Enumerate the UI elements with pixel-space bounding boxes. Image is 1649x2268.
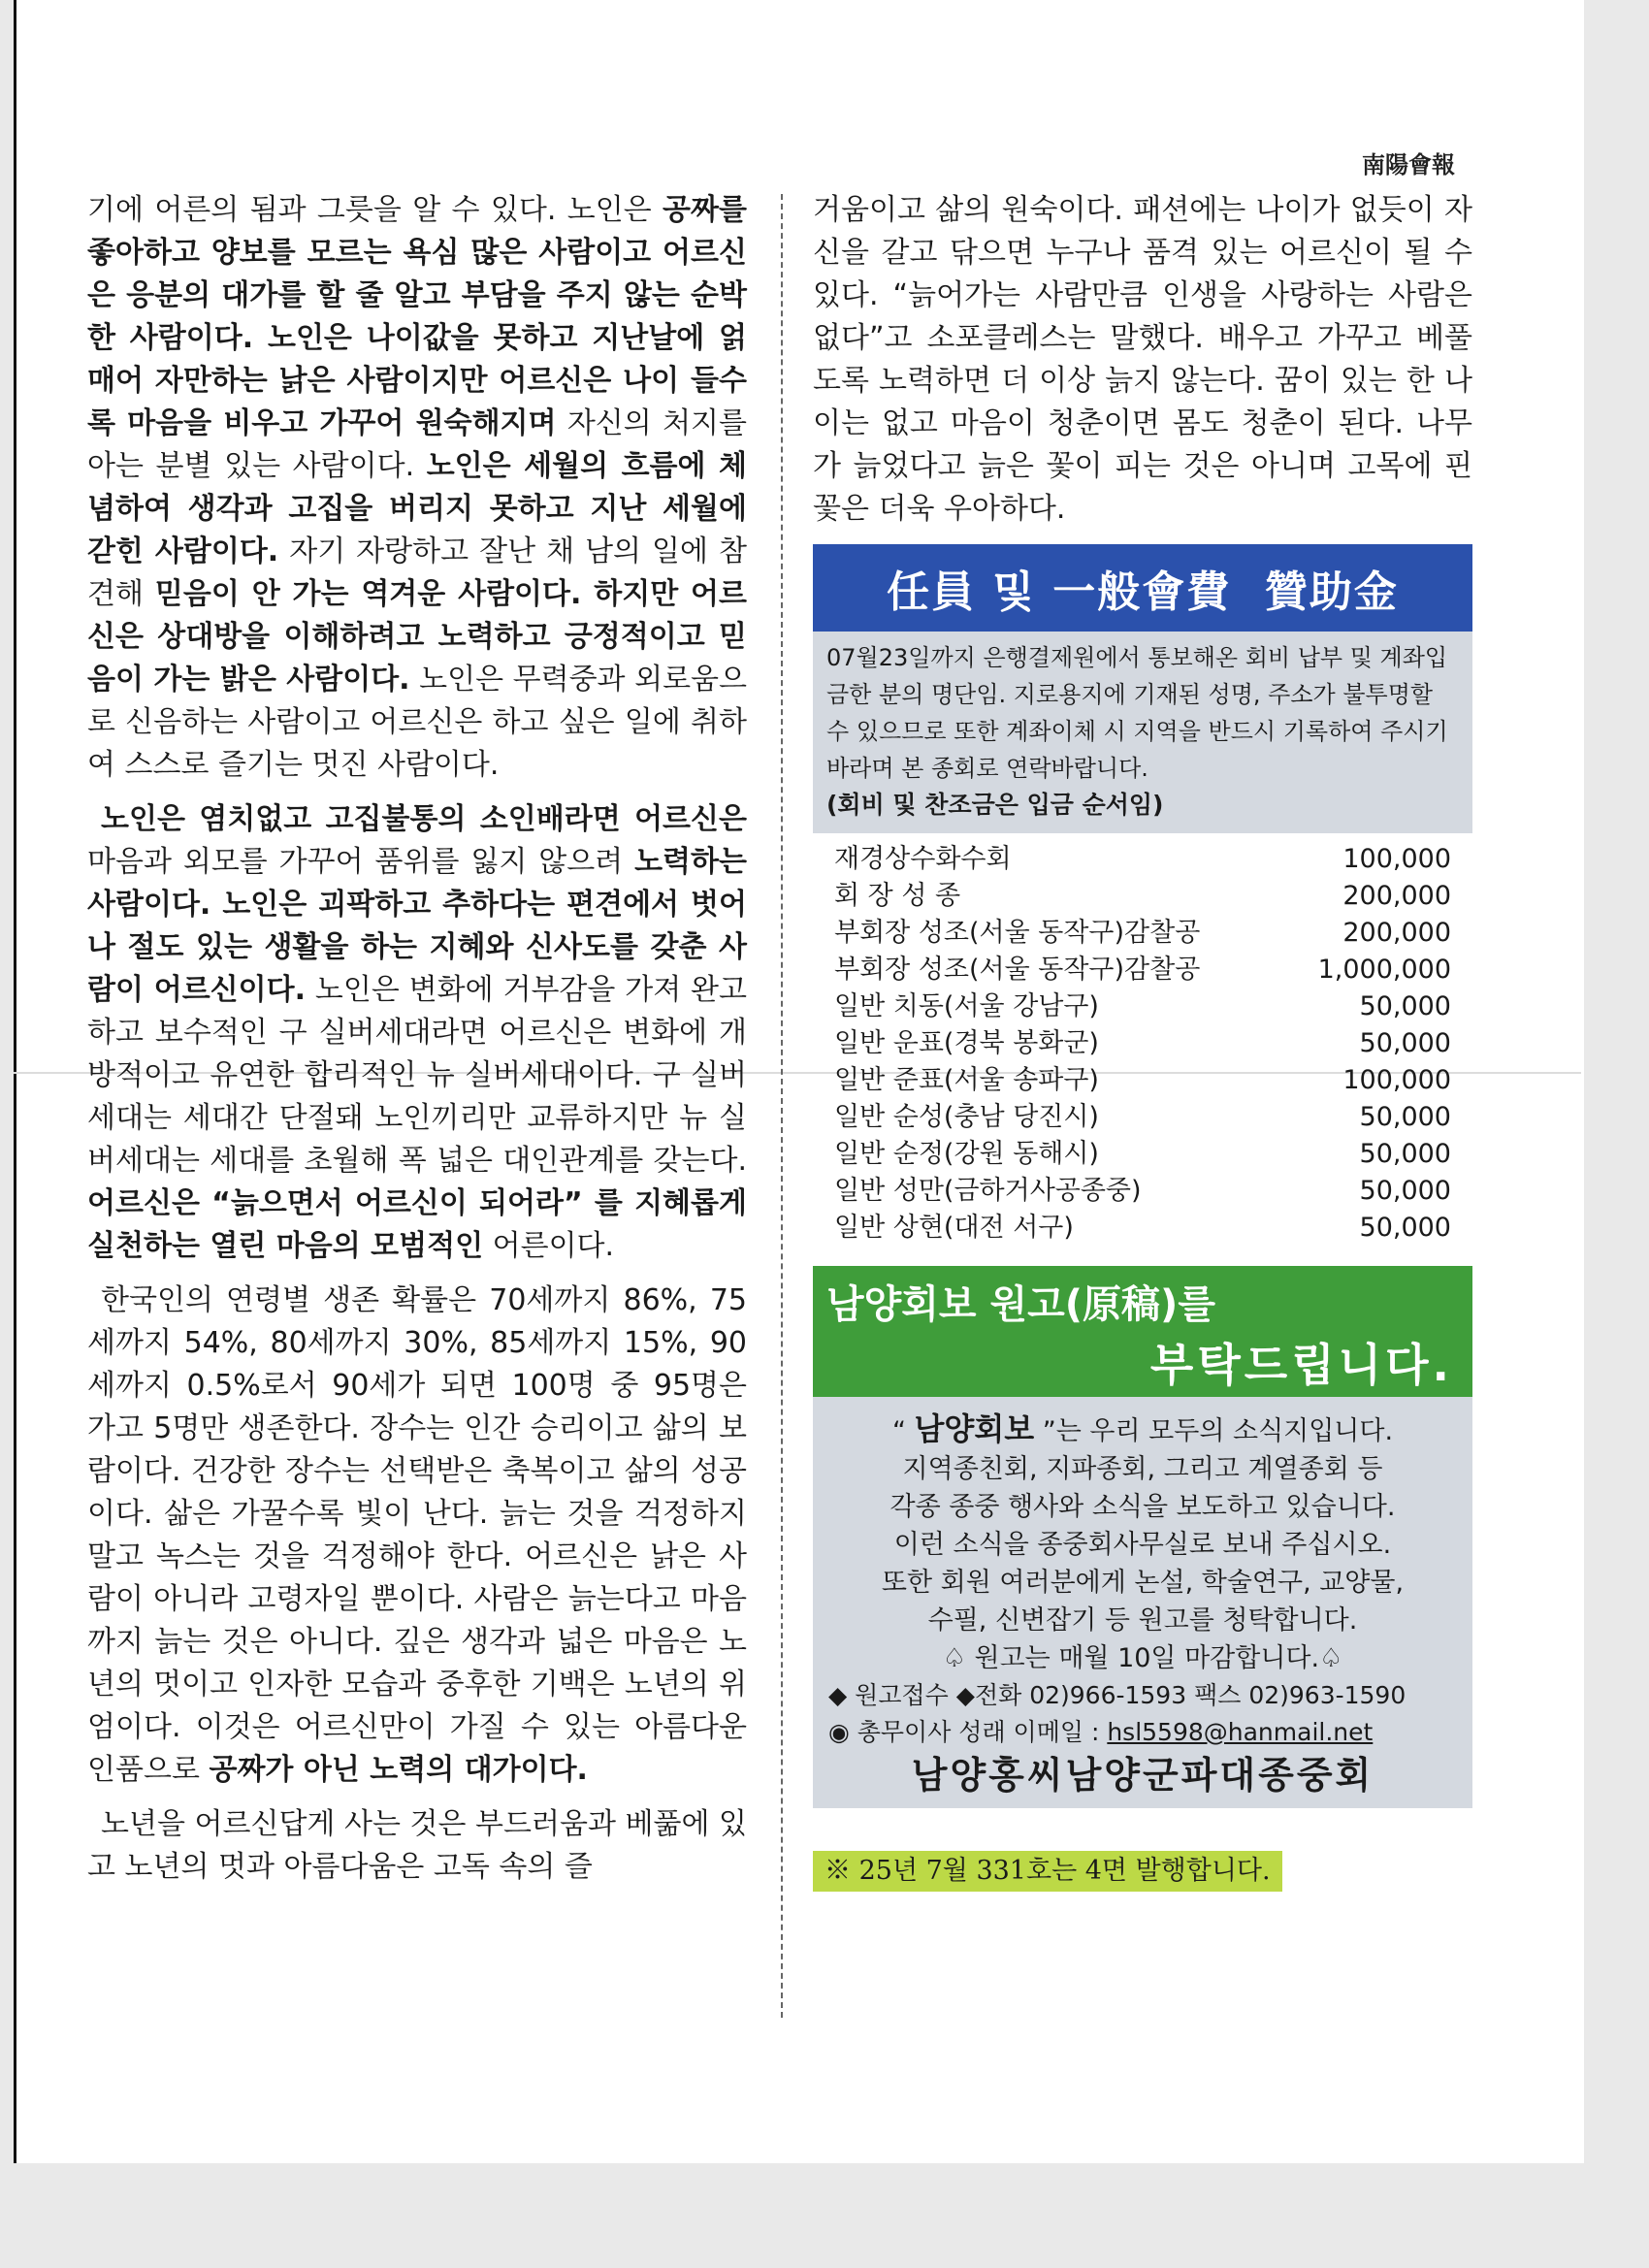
donor-name: 일반 치동(서울 강남구) bbox=[834, 991, 1099, 1021]
donor-name: 일반 준표(서울 송파구) bbox=[834, 1065, 1099, 1095]
donor-row bbox=[834, 1136, 1451, 1173]
emphasis-text: 어르신은 “늙으면서 어르신이 되어라” 를 지혜롭게 실천하는 열린 마음의 모범적인 bbox=[87, 1186, 747, 1263]
emphasis-text: 노인은 세월의 흐름에 체념하여 생각과 고집을 버리지 못하고 지난 세월에 갇힌 사람이다. bbox=[87, 449, 747, 568]
manuscript-line: 지역종친회, 지파종회, 그리고 계열종회 등 bbox=[902, 1454, 1383, 1484]
manuscript-header-line2: 부탁드립니다. bbox=[1149, 1339, 1453, 1391]
article-paragraph bbox=[87, 1280, 747, 1792]
article-left-column bbox=[87, 189, 747, 1900]
masthead: 南陽會報 bbox=[1362, 150, 1455, 178]
donor-amount: 1,000,000 bbox=[1317, 955, 1451, 985]
donor-row bbox=[834, 1062, 1451, 1099]
donor-name: 재경상수화수회 bbox=[834, 844, 1012, 874]
emphasis-text: 공짜가 아닌 노력의 대가이다. bbox=[209, 1753, 588, 1787]
emphasis-text: 노인은 염치없고 고집불통의 소인배라면 어르신은 bbox=[101, 802, 747, 836]
body-text: 기에 어른의 됨과 그릇을 알 수 있다. 노인은 bbox=[87, 193, 663, 227]
emphasis-text: 공짜를 좋아하고 양보를 모르는 욕심 많은 사람이고 어르신은 응분의 대가를 할 줄 알고 부담을 주지 않는 순박한 사람이다. 노인은 나이값을 못하고 지난날에 얽매어 자만하는 낡은 사람이지만 어르신은 나이 들수록 마음을 비우고 가꾸어 원숙해지며 bbox=[87, 193, 747, 440]
donor-row bbox=[834, 1099, 1451, 1136]
right-column bbox=[813, 189, 1472, 1892]
article-continuation: 거움이고 삶의 원숙이다. 패션에는 나이가 없듯이 자신을 갈고 닦으면 누구나 품격 있는 어르신이 될 수 있다. “늙어가는 사람만큼 인생을 사랑하는 사람은 없다”고 소포클레스는 말했다. 배우고 가꾸고 베풀도록 노력하면 더 이상 늙지 않는다. 꿈이 있는 한 나이는 없고 마음이 청춘이면 몸도 청춘이 된다. 나무가 늙었다고 늙은 꽃이 피는 것은 아니며 고목에 핀 꽃은 더욱 우아하다. bbox=[813, 193, 1472, 526]
manuscript-lines bbox=[828, 1450, 1457, 1639]
body-text: 노인은 변화에 거부감을 가져 완고하고 보수적인 구 실버세대라면 어르신은 변화에 개방적이고 유연한 합리적인 뉴 실버세대이다. 구 실버세대는 세대간 단절돼 노인끼리만 교류하지만 뉴 실버세대는 세대를 초월해 폭 넓은 대인관계를 갖는다. bbox=[87, 973, 748, 1178]
donor-name: 일반 성만(금하거사공종중) bbox=[834, 1176, 1142, 1206]
body-text: 노인은 무력중과 외로움으로 신음하는 사람이고 어르신은 하고 싶은 일에 취하여 스스로 즐기는 멋진 사람이다. bbox=[87, 663, 748, 782]
donor-row bbox=[834, 952, 1451, 988]
fund-notice-text: 07월23일까지 은행결제원에서 통보해온 회비 납부 및 계좌입금한 분의 명단임. 지로용지에 기재된 성명, 주소가 불투명할 수 있으므로 또한 계좌이체 시 지역을 반드시 기록하여 주시기 바라며 본 종회로 연락바랍니다. bbox=[826, 644, 1448, 782]
donor-name: 부회장 성조(서울 동작구)감찰공 bbox=[834, 918, 1201, 948]
emphasis-text: 믿음이 안 가는 역겨운 사람이다. 하지만 어르신은 상대방을 이해하려고 노력하고 긍정적이고 믿음이 가는 밝은 사람이다. bbox=[87, 577, 748, 697]
donor-amount: 50,000 bbox=[1359, 1028, 1451, 1058]
donor-row bbox=[834, 1210, 1451, 1247]
donor-row bbox=[834, 878, 1451, 915]
lead-rest: ”는 우리 모두의 소식지입니다. bbox=[1034, 1416, 1394, 1446]
donor-list bbox=[813, 833, 1472, 1252]
donor-amount: 50,000 bbox=[1359, 1102, 1451, 1132]
fund-notice bbox=[813, 632, 1472, 833]
newsletter-name: 남양회보 bbox=[914, 1410, 1035, 1447]
donor-row bbox=[834, 915, 1451, 952]
donor-amount: 50,000 bbox=[1359, 1176, 1451, 1206]
donor-name: 일반 순성(충남 당진시) bbox=[834, 1102, 1099, 1132]
body-text: 마음과 외모를 가꾸어 품위를 잃지 않으려 bbox=[87, 845, 635, 879]
column-divider bbox=[781, 194, 783, 2018]
donor-name: 부회장 성조(서울 동작구)감찰공 bbox=[834, 955, 1201, 985]
donor-row bbox=[834, 841, 1451, 878]
manuscript-request-header bbox=[813, 1266, 1472, 1397]
lead-open-quote: “ bbox=[891, 1416, 915, 1446]
donor-name: 일반 운표(경북 봉화군) bbox=[834, 1028, 1099, 1058]
article-paragraph bbox=[87, 798, 747, 1268]
manuscript-deadline: ♤ 원고는 매월 10일 마감합니다.♤ bbox=[942, 1643, 1343, 1673]
manuscript-lead bbox=[828, 1410, 1457, 1450]
email-link[interactable]: hsl5598@hanmail.net bbox=[1107, 1718, 1374, 1746]
donor-amount: 100,000 bbox=[1342, 1065, 1451, 1095]
organization-name: 남양홍씨남양군파대종중회 bbox=[911, 1754, 1374, 1797]
manuscript-request-box bbox=[813, 1266, 1472, 1808]
manuscript-contact: ◆ 원고접수 ◆전화 02)966-1593 팩스 02)963-1590 bbox=[828, 1681, 1406, 1709]
manuscript-line: 각종 종중 행사와 소식을 보도하고 있습니다. bbox=[889, 1492, 1396, 1522]
manuscript-email bbox=[828, 1714, 1457, 1751]
donor-row bbox=[834, 988, 1451, 1025]
body-text: 한국인의 연령별 생존 확률은 70세까지 86%, 75세까지 54%, 80세까지 30%, 85세까지 15%, 90세까지 0.5%로서 90세가 되면 100명 중 95명은 가고 5명만 생존한다. 장수는 인간 승리이고 삶의 보람이다. 건강한 장수는 선택받은 축복이고 삶의 성공이다. 삶은 가꿀수록 빛이 난다. 늙는 것을 걱정하지 말고 녹스는 것을 걱정해야 한다. 어르신은 낡은 사람이 아니라 고령자일 뿐이다. 사람은 늙는다고 마음까지 늙는 것은 아니다. 깊은 생각과 넓은 마음은 노년의 멋이고 인자한 모습과 중후한 기백은 노년의 위엄이다. 이것은 어르신만이 가질 수 있는 아름다운 인품으로 bbox=[87, 1283, 747, 1787]
body-text: 노년을 어르신답게 사는 것은 부드러움과 베풂에 있고 노년의 멋과 아름다움은 고독 속의 즐 bbox=[87, 1807, 747, 1884]
body-text: 어른이다. bbox=[483, 1229, 615, 1263]
email-label: ◉ 총무이사 성래 이메일 : bbox=[828, 1718, 1108, 1746]
donor-amount: 200,000 bbox=[1342, 881, 1451, 911]
body-text: 자기 자랑하고 잘난 채 남의 일에 참견해 bbox=[87, 535, 747, 611]
donor-name: 일반 순정(강원 동해시) bbox=[834, 1139, 1099, 1169]
donor-amount: 200,000 bbox=[1342, 918, 1451, 948]
fund-notice-subnote: (회비 및 찬조금은 입금 순서임) bbox=[826, 791, 1164, 819]
donor-name: 일반 상현(대전 서구) bbox=[834, 1213, 1074, 1243]
manuscript-line: 이런 소식을 종중회사무실로 보내 주십시오. bbox=[893, 1530, 1392, 1560]
donor-name: 회 장 성 종 bbox=[834, 881, 961, 911]
donor-row bbox=[834, 1025, 1451, 1062]
manuscript-line: 수필, 신변잡기 등 원고를 청탁합니다. bbox=[927, 1605, 1358, 1636]
article-paragraph bbox=[87, 1803, 747, 1889]
donor-amount: 50,000 bbox=[1359, 1213, 1451, 1243]
fund-section-title: 任員 및 一般會費 贊助金 bbox=[813, 544, 1472, 632]
donor-amount: 50,000 bbox=[1359, 1139, 1451, 1169]
manuscript-header-line1: 남양회보 원고(原稿)를 bbox=[826, 1282, 1215, 1327]
donor-row bbox=[834, 1173, 1451, 1210]
donor-amount: 50,000 bbox=[1359, 991, 1451, 1021]
donor-amount: 100,000 bbox=[1342, 844, 1451, 874]
body-text: 자신의 처지를 아는 분별 있는 사람이다. bbox=[87, 406, 748, 483]
manuscript-line: 또한 회원 여러분에게 논설, 학술연구, 교양물, bbox=[881, 1568, 1405, 1598]
manuscript-request-body bbox=[813, 1397, 1472, 1808]
article-paragraph bbox=[87, 189, 747, 787]
emphasis-text: 노력하는 사람이다. 노인은 괴팍하고 추하다는 편견에서 벗어나 절도 있는 생활을 하는 지혜와 신사도를 갖춘 사람이 어르신이다. bbox=[87, 845, 747, 1007]
issue-note: ※ 25년 7월 331호는 4면 발행합니다. bbox=[813, 1851, 1282, 1892]
